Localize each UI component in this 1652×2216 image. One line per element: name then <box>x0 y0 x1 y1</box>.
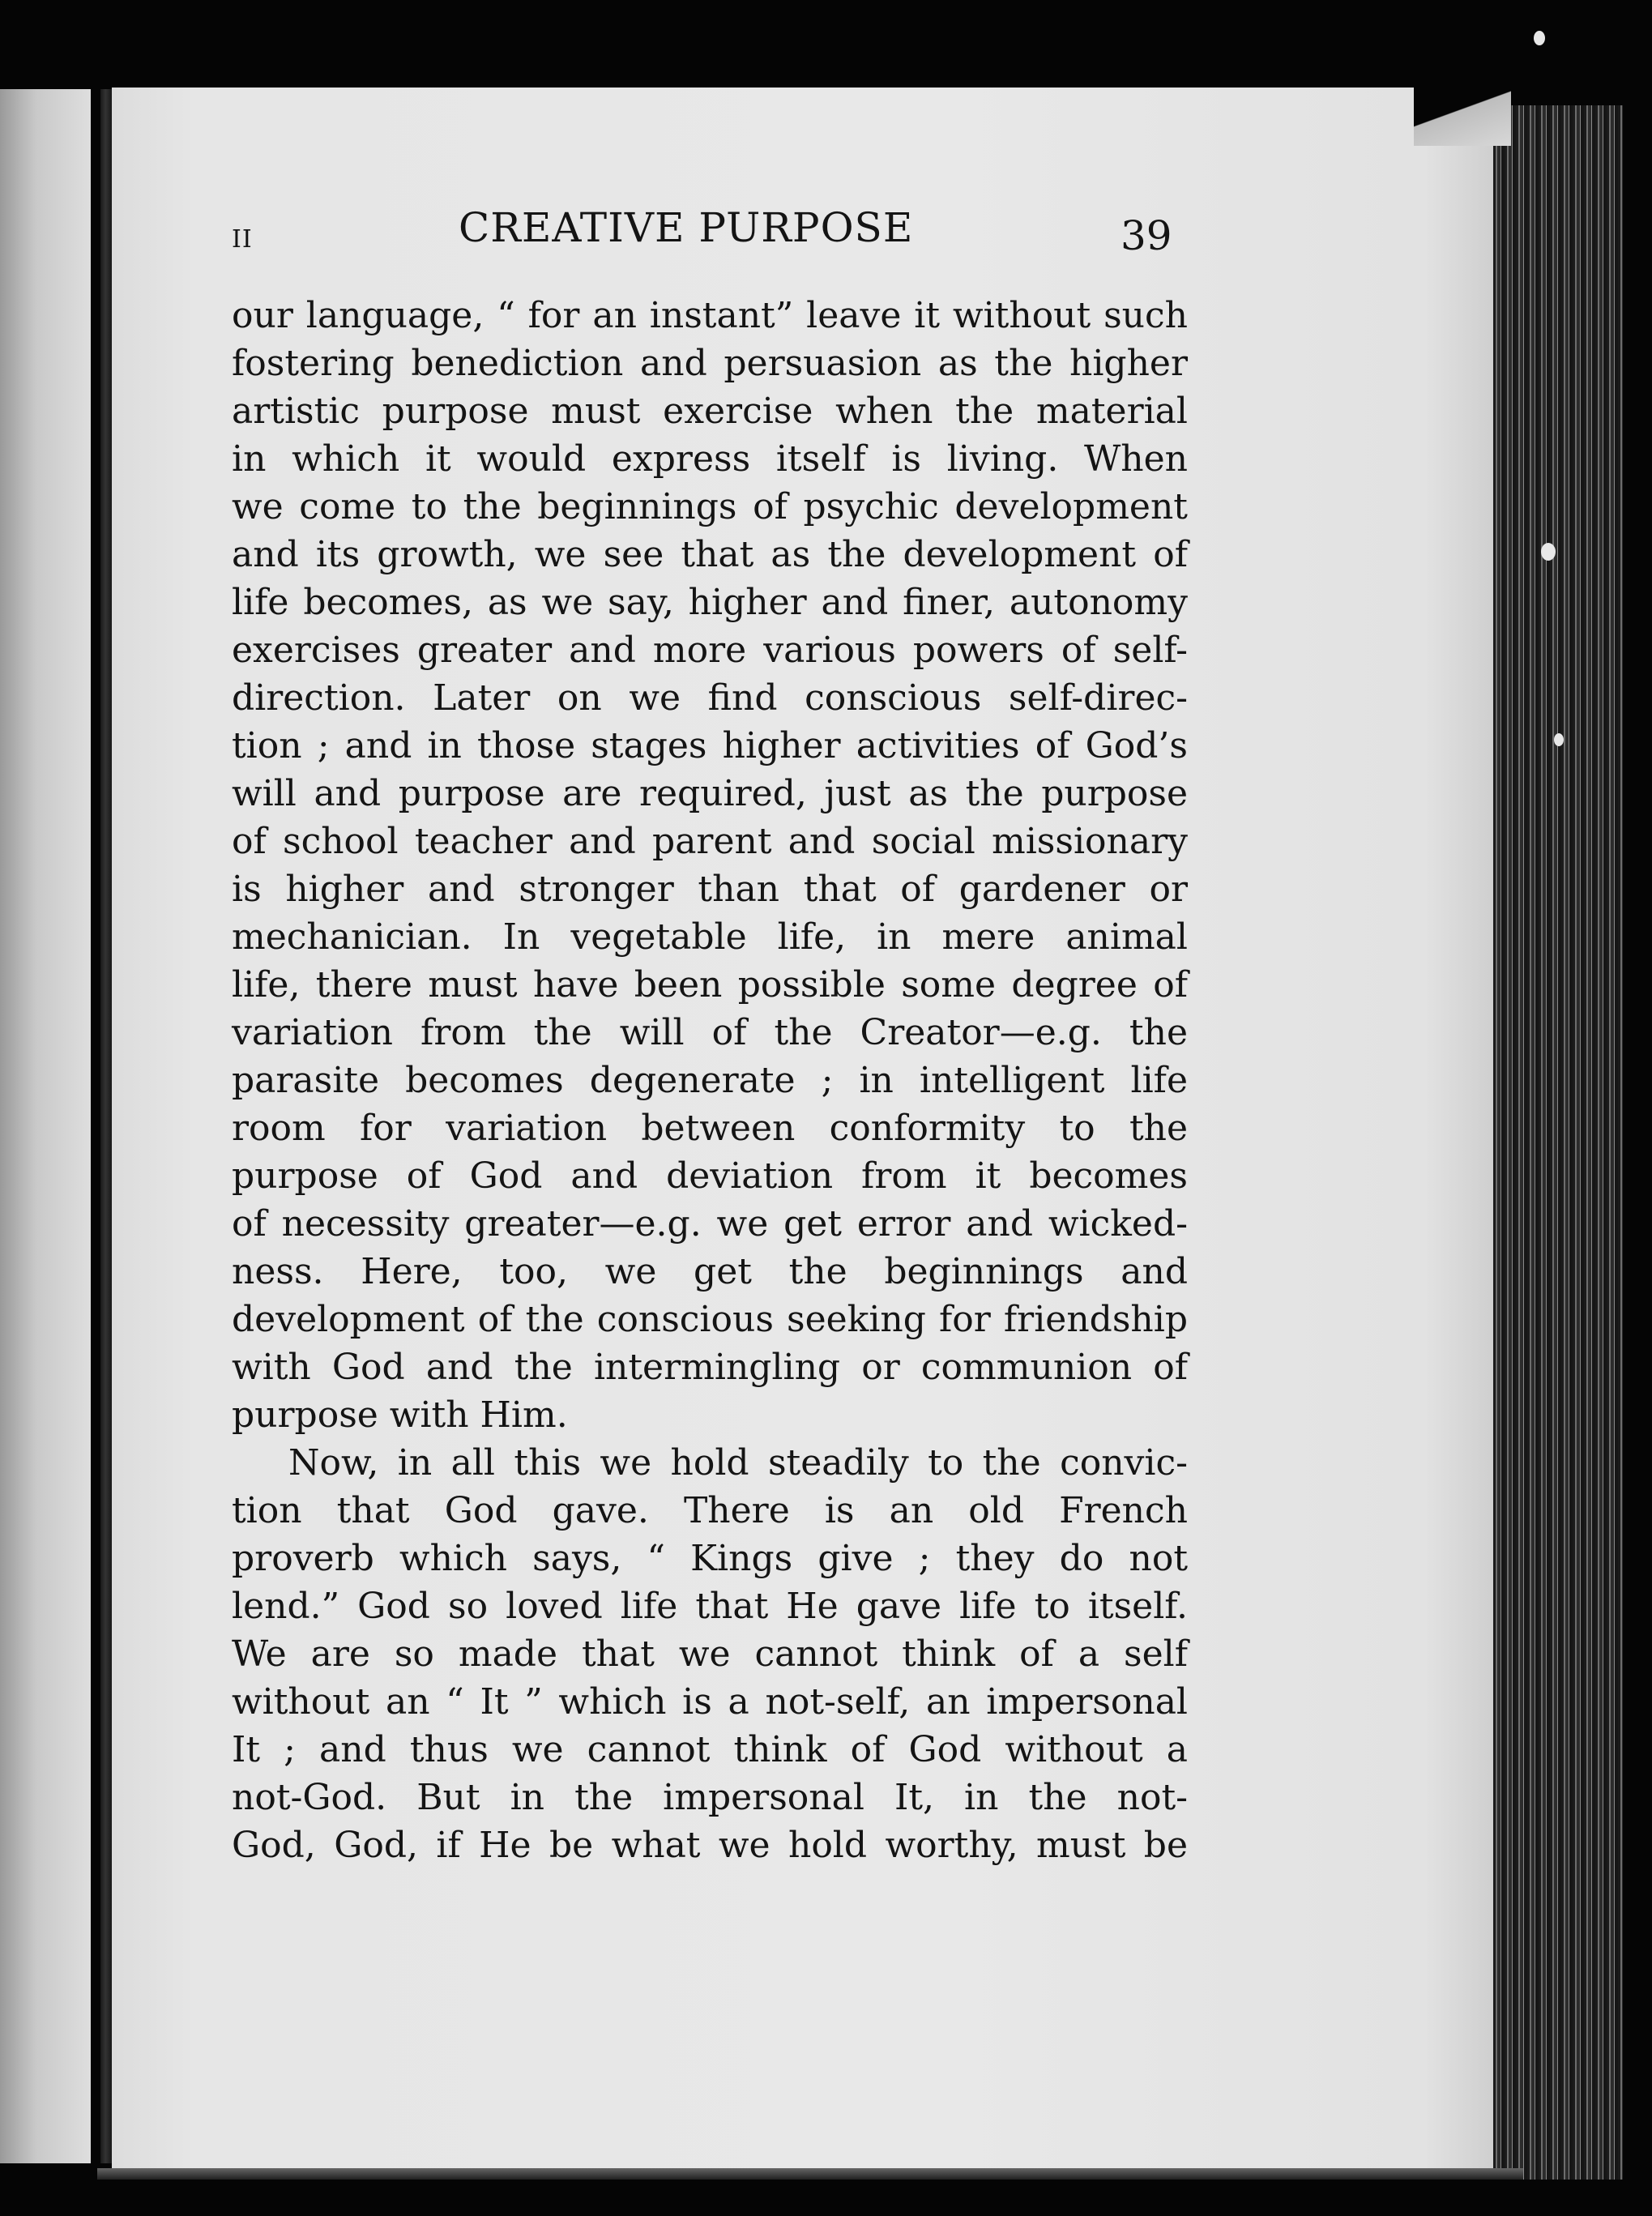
text-line: fostering benediction and persuasion as the higher <box>232 343 1188 384</box>
paragraph-1 <box>232 292 1188 1439</box>
text-line: is higher and stronger than that of gardener or <box>232 869 1188 910</box>
text-line: exercises greater and more various powers of self- <box>232 630 1188 671</box>
text-line: of school teacher and parent and social missionary <box>232 821 1188 862</box>
text-line: It ; and thus we cannot think of God without a <box>232 1729 1188 1770</box>
facing-page-edge <box>0 89 91 2163</box>
text-line: without an “ It ” which is a not-self, an impersonal <box>232 1681 1188 1723</box>
bottom-page-edge <box>97 2168 1523 2180</box>
text-line: variation from the will of the Creator—e.g. the <box>232 1012 1188 1053</box>
text-line: ness. Here, too, we get the beginnings and <box>232 1251 1188 1292</box>
text-line: tion ; and in those stages higher activities of God’s <box>232 725 1188 766</box>
text-line: will and purpose are required, just as the purpose <box>232 773 1188 814</box>
text-line: We are so made that we cannot think of a self <box>232 1633 1188 1675</box>
text-line: mechanician. In vegetable life, in mere animal <box>232 916 1188 958</box>
scan-speck <box>1554 733 1564 746</box>
text-line: development of the conscious seeking for friendship <box>232 1299 1188 1340</box>
text-line: proverb which says, “ Kings give ; they do not <box>232 1538 1188 1579</box>
text-line: and its growth, we see that as the development of <box>232 534 1188 575</box>
text-line: Now, in all this we hold steadily to the convic- <box>288 1442 1188 1484</box>
text-line: of necessity greater—e.g. we get error and wicked- <box>232 1203 1188 1245</box>
paragraph-2 <box>232 1439 1188 1869</box>
text-line: life, there must have been possible some degree of <box>232 964 1188 1006</box>
page-edges-stack <box>1493 105 1623 2180</box>
text-line: purpose with Him. <box>232 1394 568 1436</box>
scan-speck <box>1541 543 1556 561</box>
text-line: God, God, if He be what we hold worthy, must be <box>232 1825 1188 1866</box>
text-block <box>232 194 1188 1869</box>
page-number: 39 <box>1121 212 1172 259</box>
text-line: not-God. But in the impersonal It, in the not- <box>232 1777 1188 1818</box>
text-line: life becomes, as we say, higher and finer, autonomy <box>232 582 1188 623</box>
text-line: artistic purpose must exercise when the material <box>232 391 1188 432</box>
text-line: room for variation between conformity to the <box>232 1108 1188 1149</box>
text-line: lend.” God so loved life that He gave life to itself. <box>232 1586 1188 1627</box>
running-title: CREATIVE PURPOSE <box>459 204 914 251</box>
text-line: tion that God gave. There is an old French <box>232 1490 1188 1531</box>
text-line: direction. Later on we find conscious self-direc- <box>232 677 1188 719</box>
chapter-number: II <box>232 225 253 254</box>
text-line: in which it would express itself is living. When <box>232 438 1188 480</box>
scan-speck <box>1534 31 1545 45</box>
page-corner <box>1414 81 1511 146</box>
text-line: with God and the intermingling or communion of <box>232 1347 1188 1388</box>
text-line: parasite becomes degenerate ; in intelligent life <box>232 1060 1188 1101</box>
text-line: we come to the beginnings of psychic development <box>232 486 1188 527</box>
text-line: purpose of God and deviation from it becomes <box>232 1155 1188 1197</box>
text-line: our language, “ for an instant” leave it without such <box>232 295 1188 336</box>
running-head <box>232 194 1188 292</box>
